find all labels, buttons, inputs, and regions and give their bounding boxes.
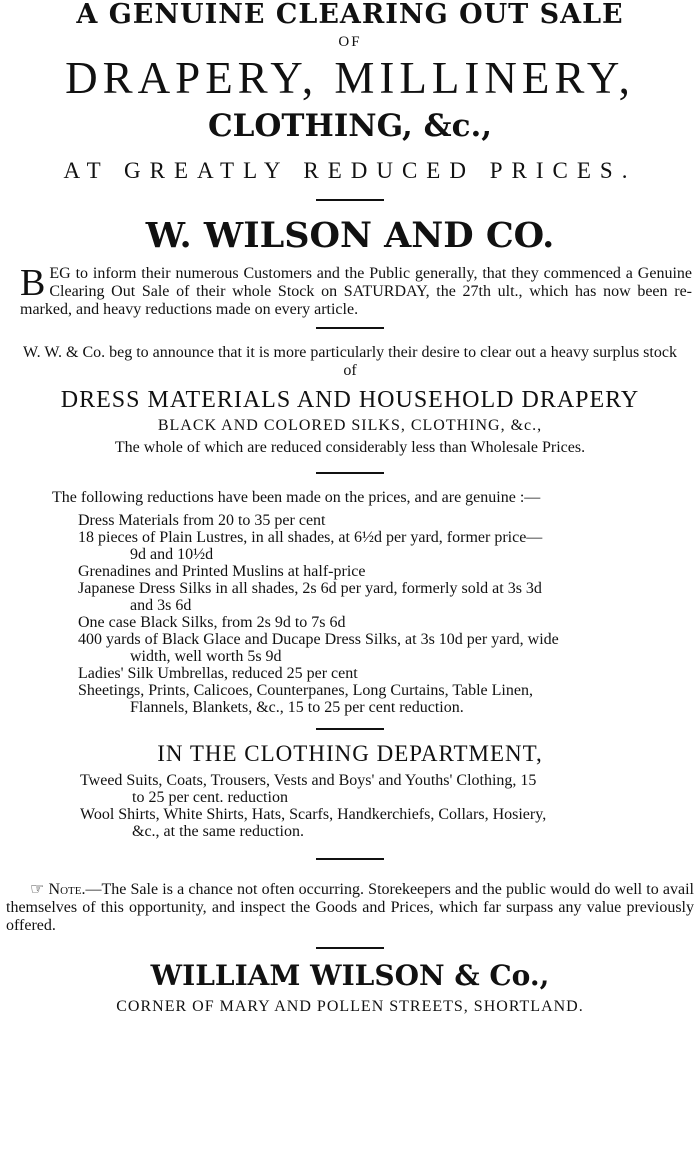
list-item: One case Black Silks, from 2s 9d to 7s 6d — [78, 614, 346, 631]
divider — [316, 728, 384, 730]
divider — [316, 199, 384, 201]
list-item: 400 yards of Black Glace and Ducape Dress Silks, at 3s 10d per yard, wide width, well worth 5s 9d — [78, 631, 559, 665]
divider — [316, 858, 384, 860]
list-item: Wool Shirts, White Shirts, Hats, Scarfs, Handkerchiefs, Collars, Hosiery, &c., at the same reduction. — [80, 806, 547, 840]
divider — [316, 327, 384, 329]
reductions-list — [6, 512, 694, 716]
drop-cap: B — [20, 262, 46, 304]
note-paragraph — [6, 880, 694, 935]
reductions-intro: The following reductions have been made on the prices, and are genuine :— — [52, 489, 541, 506]
divider — [316, 472, 384, 474]
dress-materials-line: DRESS MATERIALS AND HOUSEHOLD DRAPERY — [60, 387, 640, 413]
note-text: —The Sale is a chance not often occurring. Storekeepers and the public would do well to avail themselves of this opportunity, and inspect the Goods and Prices, which far surpass any value previously offered. — [6, 881, 694, 934]
silks-line: BLACK AND COLORED SILKS, CLOTHING, &c., — [157, 417, 543, 434]
intro-paragraph — [6, 262, 694, 319]
list-item: Dress Materials from 20 to 35 per cent — [78, 512, 326, 529]
announcement-text: W. W. & Co. beg to announce that it is more particularly their desire to clear out a heavy surplus stock of — [23, 344, 677, 379]
list-item: Grenadines and Printed Muslins at half-price — [78, 563, 366, 580]
main-title: DRAPERY, MILLINERY, — [65, 53, 635, 103]
list-item: 18 pieces of Plain Lustres, in all shades, at 6½d per yard, former price— 9d and 10½d — [78, 529, 543, 563]
of-line: OF — [338, 34, 362, 50]
wholesale-line: The whole of which are reduced considerably less than Wholesale Prices. — [114, 439, 586, 456]
prices-line: AT GREATLY REDUCED PRICES. — [63, 158, 637, 183]
list-item: Sheetings, Prints, Calicoes, Counterpanes, Long Curtains, Table Linen, Flannels, Blankets, &c., 15 to 25 per cent reduction. — [78, 682, 533, 716]
note-label: Note. — [48, 881, 86, 898]
intro-text: EG to inform their numerous Customers and the Public generally, that they commenced a Genuine Clearing Out Sale of their whole Stock on SATURDAY, the 27th ult., which has now been re-marked, and heavy reductions made on every article. — [20, 265, 692, 318]
clothing-list — [6, 772, 694, 840]
signature: WILLIAM WILSON & Co., — [150, 959, 550, 992]
clothing-department-title: IN THE CLOTHING DEPARTMENT, — [157, 741, 543, 766]
clothing-line: CLOTHING, &c., — [207, 108, 493, 144]
headline: A GENUINE CLEARING OUT SALE — [76, 0, 624, 30]
list-item: Japanese Dress Silks in all shades, 2s 6d per yard, formerly sold at 3s 3d and 3s 6d — [78, 580, 542, 614]
divider — [316, 947, 384, 949]
pointing-hand-icon: ☞ — [30, 879, 45, 898]
list-item: Tweed Suits, Coats, Trousers, Vests and Boys' and Youths' Clothing, 15 to 25 per cent. reduction — [80, 772, 537, 806]
list-item: Ladies' Silk Umbrellas, reduced 25 per cent — [78, 665, 358, 682]
firm-name: W. WILSON AND CO. — [145, 215, 555, 256]
address-line: CORNER OF MARY AND POLLEN STREETS, SHORTLAND. — [116, 998, 584, 1015]
